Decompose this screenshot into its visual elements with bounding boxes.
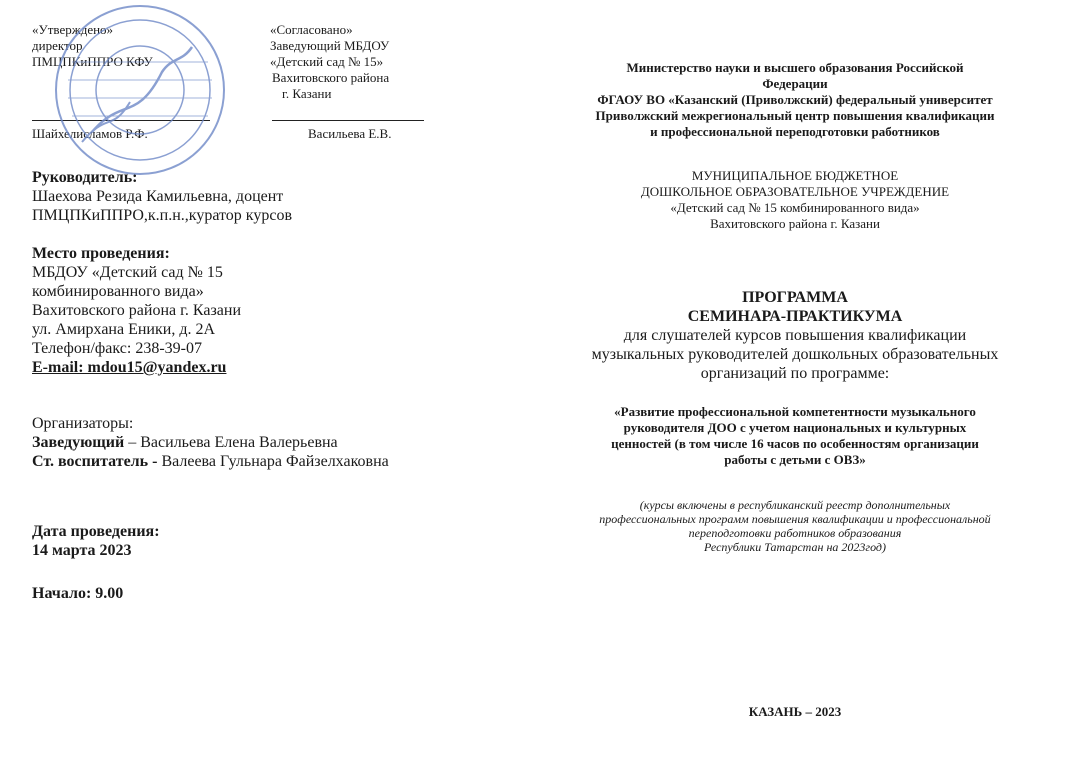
registry-note [540, 498, 1050, 554]
program-title [540, 288, 1050, 326]
ministry-block [540, 60, 1050, 140]
date-section [32, 522, 160, 560]
theme-line: ценностей (в том числе 16 часов по особенностям организации [611, 436, 979, 451]
approval-title: «Утверждено» [32, 22, 114, 37]
start-time: Начало: 9.00 [32, 585, 124, 602]
place-line: Вахитовского района г. Казани [32, 302, 241, 319]
program-title-line-1: ПРОГРАММА [742, 289, 848, 306]
ministry-line: Федерации [762, 76, 828, 91]
theme-line: «Развитие профессиональной компетентности музыкального [614, 404, 976, 419]
leader-line-1: Шаехова Резида Камильевна, доцент [32, 188, 284, 205]
school-line: МУНИЦИПАЛЬНОЕ БЮДЖЕТНОЕ [691, 168, 899, 183]
place-line: Телефон/факс: 238-39-07 [32, 340, 202, 357]
ministry-line: Министерство науки и высшего образования Российской [626, 60, 964, 75]
date-label: Дата проведения: [32, 523, 160, 540]
place-line: МБДОУ «Детский сад № 15 [32, 264, 223, 281]
agreement-block [270, 22, 450, 102]
ministry-line: ФГАОУ ВО «Казанский (Приволжский) федеральный университет [597, 92, 993, 107]
date-value: 14 марта 2023 [32, 542, 132, 559]
note-line: Республики Татарстан на 2023год) [704, 540, 886, 554]
place-line: ул. Амирхана Еники, д. 2А [32, 321, 216, 338]
organizers-label: Организаторы: [32, 415, 134, 432]
place-section [32, 244, 452, 377]
agreement-org2: Вахитовского района [272, 70, 390, 85]
email-link[interactable]: E-mail: mdou15@yandex.ru [32, 359, 227, 376]
organizer-head-role: Заведующий [32, 434, 125, 451]
school-block [540, 168, 1050, 232]
approval-name: Шайхелисламов Р.Ф. [32, 126, 148, 141]
school-line: ДОШКОЛЬНОЕ ОБРАЗОВАТЕЛЬНОЕ УЧРЕЖДЕНИЕ [640, 184, 950, 199]
organizer-senior-role: Ст. воспитатель - [32, 453, 162, 470]
ministry-line: Приволжский межрегиональный центр повышения квалификации [595, 108, 995, 123]
organizer-senior [32, 452, 472, 471]
agreement-org1: «Детский сад № 15» [270, 54, 384, 69]
theme-line: руководителя ДОО с учетом национальных и культурных [623, 420, 967, 435]
organizer-senior-name: Валеева Гульнара Файзелхаковна [161, 453, 389, 470]
approval-org: ПМЦПКиППРО КФУ [32, 54, 153, 69]
school-line: «Детский сад № 15 комбинированного вида» [670, 200, 920, 215]
note-line: (курсы включены в республиканский реестр дополнительных [639, 498, 951, 512]
official-stamp-icon [52, 2, 228, 178]
note-line: переподготовки работников образования [688, 526, 902, 540]
program-title-line-2: СЕМИНАРА-ПРАКТИКУМА [687, 308, 903, 325]
leader-label: Руководитель: [32, 169, 138, 186]
audience-line: для слушателей курсов повышения квалификации [623, 327, 967, 344]
school-line: Вахитовского района г. Казани [710, 216, 880, 231]
place-label: Место проведения: [32, 245, 170, 262]
note-line: профессиональных программ повышения квалификации и профессиональной [599, 512, 991, 526]
organizer-head [32, 433, 472, 452]
audience-line: организаций по программе: [700, 365, 890, 382]
ministry-line: и профессиональной переподготовки работников [650, 124, 940, 139]
leader-section [32, 168, 452, 225]
agreement-title: «Согласовано» [270, 22, 353, 37]
audience-line: музыкальных руководителей дошкольных образовательных [591, 346, 999, 363]
agreement-city: г. Казани [282, 86, 332, 101]
place-line: комбинированного вида» [32, 283, 204, 300]
agreement-position: Заведующий МБДОУ [270, 38, 390, 53]
approval-position: директор [32, 38, 83, 53]
theme-block [540, 404, 1050, 468]
organizers-section [32, 414, 472, 471]
footer-city-year: КАЗАНЬ – 2023 [748, 704, 842, 719]
agreement-signature-line [272, 120, 424, 121]
agreement-name: Васильева Е.В. [308, 126, 392, 141]
organizer-head-name: – Васильева Елена Валерьевна [124, 434, 338, 451]
audience-block [540, 326, 1050, 383]
theme-line: работы с детьми с ОВЗ» [724, 452, 866, 467]
leader-line-2: ПМЦПКиППРО,к.п.н.,куратор курсов [32, 207, 292, 224]
